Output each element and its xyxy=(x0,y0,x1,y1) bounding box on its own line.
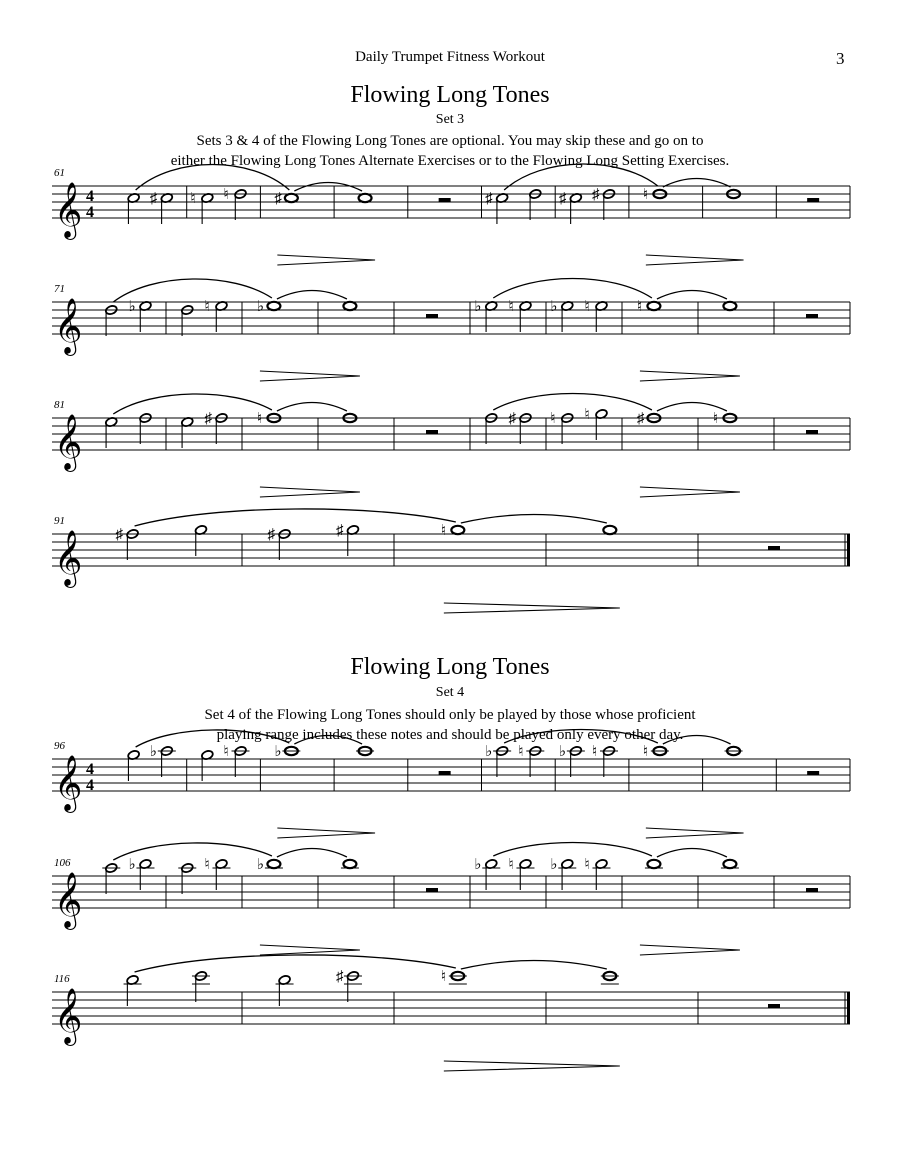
phrase-slur xyxy=(135,509,456,526)
whole-rest xyxy=(768,1004,780,1008)
staff-system xyxy=(0,498,900,608)
whole-note xyxy=(647,860,660,868)
treble-clef-icon: 𝄞 xyxy=(54,990,83,1043)
accidental: ♭ xyxy=(128,857,136,873)
accidental: ♮ xyxy=(204,299,210,315)
phrase-slur xyxy=(113,843,272,860)
accidental: ♮ xyxy=(642,744,649,760)
phrase-slur xyxy=(135,955,456,972)
staff-system xyxy=(0,840,900,950)
measure-number: 106 xyxy=(54,857,71,869)
staff-system xyxy=(0,723,900,833)
treble-clef-icon: 𝄞 xyxy=(54,874,83,927)
diminuendo-hairpin xyxy=(640,945,740,955)
tie xyxy=(657,403,727,412)
accidental: ♯ xyxy=(592,187,600,203)
accidental: ♮ xyxy=(508,857,514,873)
diminuendo-hairpin xyxy=(260,487,360,497)
measure-number: 116 xyxy=(54,973,70,985)
diminuendo-hairpin xyxy=(277,255,375,265)
accidental: ♯ xyxy=(485,191,493,207)
accidental: ♭ xyxy=(550,299,558,315)
instruction-line: Sets 3 & 4 of the Flowing Long Tones are optional. You may skip these and go on to xyxy=(196,133,704,149)
time-signature-bottom: 4 xyxy=(86,777,94,794)
section-subtitle: Set 4 xyxy=(435,685,465,700)
whole-note xyxy=(267,302,280,310)
accidental: ♯ xyxy=(558,191,567,207)
accidental: ♮ xyxy=(190,191,196,207)
measure-number: 81 xyxy=(54,399,65,411)
accidental: ♯ xyxy=(335,523,344,539)
instruction-line: Set 4 of the Flowing Long Tones should only be played by those whose proficient xyxy=(204,707,696,723)
phrase-slur xyxy=(136,730,290,747)
whole-note xyxy=(603,526,616,534)
accidental: ♮ xyxy=(223,744,229,760)
accidental: ♮ xyxy=(584,857,590,873)
accidental: ♯ xyxy=(274,191,282,207)
diminuendo-hairpin xyxy=(260,371,360,381)
whole-rest xyxy=(768,546,780,550)
accidental: ♯ xyxy=(115,527,124,543)
accidental: ♮ xyxy=(204,857,210,873)
whole-rest xyxy=(806,888,818,892)
accidental: ♮ xyxy=(642,187,649,203)
diminuendo-hairpin xyxy=(646,828,744,838)
diminuendo-hairpin xyxy=(646,255,744,265)
diminuendo-hairpin xyxy=(277,828,375,838)
accidental: ♭ xyxy=(274,744,282,760)
tie xyxy=(277,849,347,858)
accidental: ♭ xyxy=(474,299,482,315)
accidental: ♯ xyxy=(335,969,344,985)
tie xyxy=(277,403,347,412)
accidental: ♯ xyxy=(267,527,276,543)
accidental: ♯ xyxy=(149,191,158,207)
tie xyxy=(657,291,727,300)
phrase-slur xyxy=(493,279,652,299)
phrase-slur xyxy=(113,279,272,302)
whole-rest xyxy=(807,771,819,775)
accidental: ♭ xyxy=(558,744,566,760)
staff-system xyxy=(0,382,900,492)
whole-note xyxy=(723,860,736,868)
whole-note xyxy=(359,194,372,202)
accidental: ♭ xyxy=(474,857,482,873)
page-number: 3 xyxy=(836,49,845,68)
tie xyxy=(461,961,607,970)
whole-note xyxy=(285,194,298,202)
treble-clef-icon: 𝄞 xyxy=(54,300,83,353)
measure-number: 61 xyxy=(54,167,65,179)
accidental: ♮ xyxy=(584,407,590,423)
time-signature-top: 4 xyxy=(86,188,94,205)
phrase-slur xyxy=(493,843,652,857)
treble-clef-icon: 𝄞 xyxy=(54,416,83,469)
accidental: ♮ xyxy=(223,187,229,203)
tie xyxy=(277,291,347,300)
whole-rest xyxy=(426,888,438,892)
whole-rest xyxy=(807,198,819,202)
whole-rest xyxy=(439,771,451,775)
treble-clef-icon: 𝄞 xyxy=(54,184,83,237)
accidental: ♮ xyxy=(592,744,598,760)
staff-system xyxy=(0,150,900,260)
whole-note xyxy=(723,302,736,310)
whole-note xyxy=(267,860,280,868)
tie xyxy=(294,183,362,192)
accidental: ♮ xyxy=(440,523,447,539)
running-title: Daily Trumpet Fitness Workout xyxy=(355,49,545,65)
section-title: Flowing Long Tones xyxy=(350,654,550,680)
accidental: ♯ xyxy=(636,411,645,427)
tie xyxy=(294,736,362,745)
phrase-slur xyxy=(493,394,652,411)
accidental: ♭ xyxy=(256,299,264,315)
accidental: ♮ xyxy=(636,299,643,315)
accidental: ♭ xyxy=(128,299,136,315)
phrase-slur xyxy=(113,394,272,414)
whole-note xyxy=(343,860,356,868)
whole-rest xyxy=(806,314,818,318)
whole-rest xyxy=(426,314,438,318)
accidental: ♮ xyxy=(256,411,263,427)
tie xyxy=(461,515,607,524)
staff-system xyxy=(0,956,900,1066)
whole-rest xyxy=(439,198,451,202)
accidental: ♭ xyxy=(256,857,264,873)
diminuendo-hairpin xyxy=(260,945,360,955)
diminuendo-hairpin xyxy=(444,603,620,613)
measure-number: 91 xyxy=(54,515,65,527)
accidental: ♮ xyxy=(518,744,524,760)
accidental: ♮ xyxy=(584,299,590,315)
whole-note xyxy=(451,526,464,534)
whole-rest xyxy=(426,430,438,434)
whole-rest xyxy=(806,430,818,434)
measure-number: 96 xyxy=(54,740,65,752)
diminuendo-hairpin xyxy=(444,1061,620,1071)
diminuendo-hairpin xyxy=(640,371,740,381)
section-title: Flowing Long Tones xyxy=(350,82,550,108)
accidental: ♭ xyxy=(149,744,157,760)
accidental: ♮ xyxy=(712,411,719,427)
phrase-slur xyxy=(504,730,658,744)
accidental: ♯ xyxy=(204,411,212,427)
tie xyxy=(657,849,727,858)
treble-clef-icon: 𝄞 xyxy=(54,757,83,810)
treble-clef-icon: 𝄞 xyxy=(54,532,83,585)
whole-note xyxy=(343,302,356,310)
accidental: ♮ xyxy=(550,411,556,427)
accidental: ♭ xyxy=(550,857,558,873)
accidental: ♭ xyxy=(485,744,493,760)
instruction-line: playing range includes these notes and should be played only every other day. xyxy=(216,727,684,743)
accidental: ♮ xyxy=(508,299,514,315)
whole-note xyxy=(647,302,660,310)
time-signature-bottom: 4 xyxy=(86,204,94,221)
section-subtitle: Set 3 xyxy=(435,112,465,127)
tie xyxy=(663,736,731,745)
accidental: ♮ xyxy=(440,969,447,985)
staff-system xyxy=(0,266,900,376)
diminuendo-hairpin xyxy=(640,487,740,497)
accidental: ♯ xyxy=(508,411,516,427)
time-signature-top: 4 xyxy=(86,761,94,778)
measure-number: 71 xyxy=(54,283,65,295)
instruction-line: either the Flowing Long Tones Alternate Exercises or to the Flowing Long Setting Exercises. xyxy=(170,153,730,169)
